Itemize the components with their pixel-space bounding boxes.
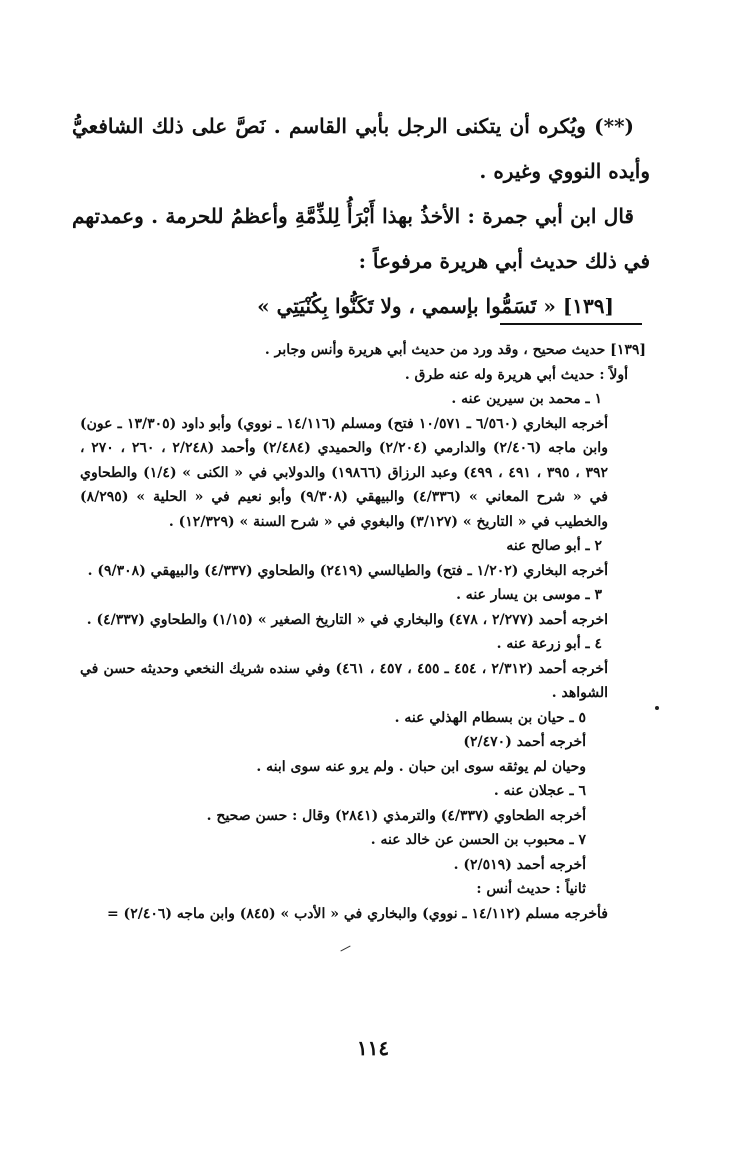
footnote-line: ٤ ـ أبو زرعة عنه .	[496, 636, 602, 652]
footnote-line: أخرجه أحمد (٢/٥١٩) .	[453, 856, 586, 873]
footnotes	[80, 338, 646, 926]
footnote-line: وحيان لم يوثقه سوى ابن حبان . ولم يرو عنه سوى ابنه .	[256, 758, 586, 775]
footnote-line: أخرجه البخاري (٦/٥٦٠ ـ ١٠/٥٧١ فتح) ومسلم (١٤/١١٦ ـ نووي) وأبو داود (١٣/٣٠٥ ـ عون) وابن ماجه (٢/٤٠٦) والدارمي (٢/٢٠٤) والحميدي (٢/٤٨٤) وأحمد (٢/٢٤٨ ، ٢٦٠ ، ٢٧٠ ، ٣٩٢ ، ٣٩٥ ، ٤٩١ ، ٤٩٩) وعبد الرزاق (١٩٨٦٦) والدولابي في « الكنى » (١/٤) والطحاوي في « شرح المعاني » (٤/٣٣٦) والبيهقي (٩/٣٠٨) وأبو نعيم في « الحلية » (٨/٢٩٥) والخطيب في « التاريخ » (٣/١٢٧) والبغوي في « شرح السنة » (١٢/٣٢٩) .	[80, 415, 609, 530]
footnote-line: ١ ـ محمد بن سيرين عنه .	[451, 391, 602, 407]
footnote-line: فأخرجه مسلم (١٤/١١٢ ـ نووي) والبخاري في « الأدب » (٨٤٥) وابن ماجه (٢/٤٠٦) =	[106, 905, 608, 922]
scan-speck	[655, 706, 659, 710]
footnote-line: أولاً : حديث أبي هريرة وله عنه طرق .	[404, 366, 628, 383]
footnote-line: أخرجه أحمد (٢/٣١٢ ، ٤٥٤ ـ ٤٥٥ ، ٤٥٧ ، ٤٦١) وفي سنده شريك النخعي وحديثه حسن في الشواهد .	[80, 660, 608, 701]
footnote-line: ٦ ـ عجلان عنه .	[493, 783, 586, 799]
footnote-line: اخرجه أحمد (٢/٢٧٧ ، ٤٧٨) والبخاري في « التاريخ الصغير » (١/١٥) والطحاوي (٤/٣٣٧) .	[86, 611, 608, 628]
footnote-line: ٣ ـ موسى بن يسار عنه .	[456, 587, 602, 603]
footnote-line: أخرجه أحمد (٢/٤٧٠)	[463, 734, 586, 750]
scan-mark	[340, 945, 350, 951]
footnote-separator	[500, 323, 642, 325]
footnote-line: ٧ ـ محبوب بن الحسن عن خالد عنه .	[370, 832, 586, 848]
footnote-line: أخرجه البخاري (١/٢٠٢ ـ فتح) والطيالسي (٢٤١٩) والطحاوي (٤/٣٣٧) والبيهقي (٩/٣٠٨) .	[87, 562, 608, 579]
hadith-text: [١٣٩] « تَسَمُّوا بإسمي ، ولا تَكَنُّوا بِكُنْيَتِي »	[257, 294, 614, 318]
main-text	[72, 104, 650, 329]
page-number: ١١٤	[356, 1036, 390, 1060]
footnote-line: ٢ ـ أبو صالح عنه	[506, 538, 602, 554]
main-paragraph-2: قال ابن أبي جمرة : الأخذُ بهذا أَبْرَأُ لِلذِّمَّةِ وأعظمُ للحرمة . وعمدتهم في ذلك حديث أبي هريرة مرفوعاً :	[72, 204, 650, 273]
footnote-line: ٥ ـ حيان بن بسطام الهذلي عنه .	[394, 709, 586, 726]
footnote-line: [١٣٩] حديث صحيح ، وقد ورد من حديث أبي هريرة وأنس وجابر .	[264, 342, 646, 358]
footnote-line: أخرجه الطحاوي (٤/٣٣٧) والترمذي (٢٨٤١) وقال : حسن صحيح .	[206, 807, 586, 824]
footnote-line: ثانياً : حديث أنس :	[476, 881, 586, 897]
main-paragraph-1: (**) ويُكره أن يتكنى الرجل بأبي القاسم . نَصَّ على ذلك الشافعيُّ وأيده النووي وغيره .	[72, 114, 650, 183]
